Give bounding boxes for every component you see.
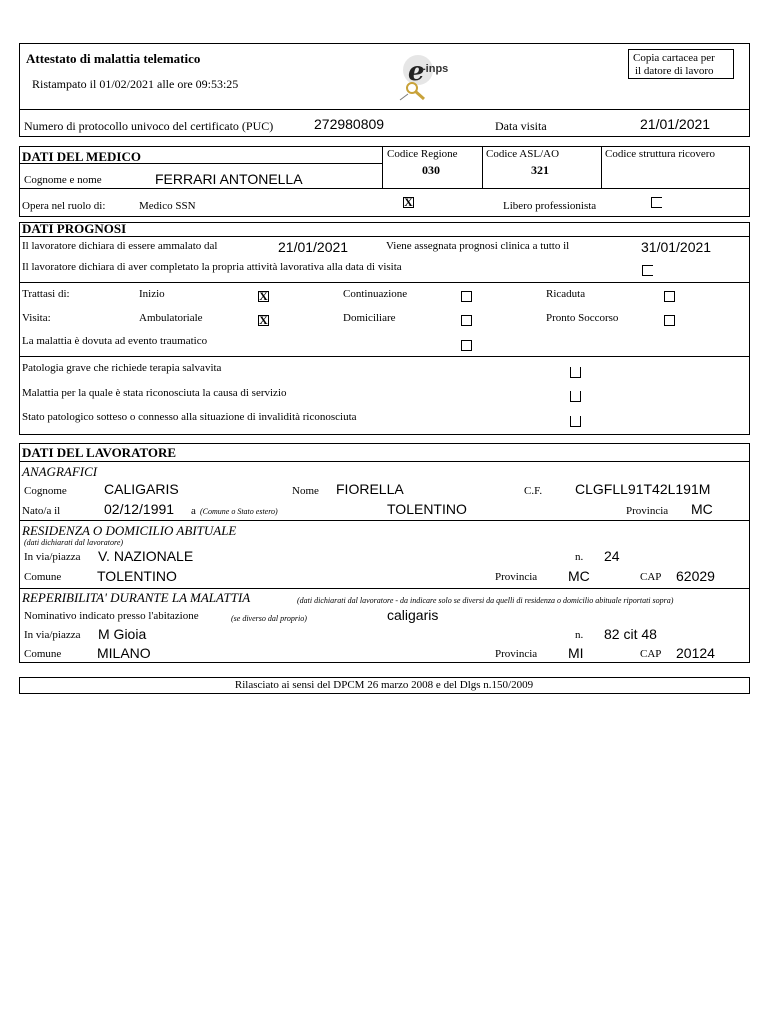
res-cap-value: 62029 bbox=[676, 568, 715, 584]
inps-logo bbox=[388, 50, 460, 102]
res-provincia-label: Provincia bbox=[495, 571, 538, 583]
struttura-label: Codice struttura ricovero bbox=[605, 148, 715, 160]
ricaduta-checkbox[interactable] bbox=[664, 291, 675, 302]
res-via-value: V. NAZIONALE bbox=[98, 548, 194, 564]
inizio-label: Inizio bbox=[139, 288, 165, 300]
medico-section-title: DATI DEL MEDICO bbox=[22, 149, 141, 164]
cognome-label: Cognome bbox=[24, 485, 67, 497]
a-label: a bbox=[191, 505, 196, 517]
svg-text:e: e bbox=[408, 57, 425, 87]
res-comune-value: TOLENTINO bbox=[97, 568, 177, 584]
res-comune-label: Comune bbox=[24, 571, 62, 583]
prognosi-section-title: DATI PROGNOSI bbox=[22, 221, 127, 236]
continuazione-label: Continuazione bbox=[343, 288, 408, 300]
birthplace-value: TOLENTINO bbox=[387, 501, 467, 517]
birth-provincia-value: MC bbox=[691, 501, 713, 517]
medico-row-divider bbox=[19, 188, 750, 189]
nome-value: FIORELLA bbox=[336, 481, 404, 497]
servizio-checkbox[interactable] bbox=[570, 391, 581, 402]
reperibilita-note: (dati dichiarati dal lavoratore - da indicare solo se diversi da quelli di residenza o domicilio abituale riportati sopra) bbox=[297, 596, 674, 605]
rep-comune-value: MILANO bbox=[97, 645, 151, 661]
prognosis-label: Viene assegnata prognosi clinica a tutto il bbox=[386, 240, 570, 252]
res-provincia-value: MC bbox=[568, 568, 590, 584]
asl-value: 321 bbox=[531, 163, 549, 177]
puc-label: Numero di protocollo univoco del certificato (PUC) bbox=[24, 119, 274, 133]
rep-cap-label: CAP bbox=[640, 648, 662, 660]
rep-n-value: 82 cit 48 bbox=[604, 626, 657, 642]
birth-provincia-label: Provincia bbox=[626, 505, 669, 517]
pronto-checkbox[interactable] bbox=[664, 315, 675, 326]
prognosi-divider-1 bbox=[19, 282, 750, 283]
nome-label: Nome bbox=[292, 485, 319, 497]
res-n-label: n. bbox=[575, 551, 584, 563]
region-value: 030 bbox=[422, 163, 440, 177]
document-title: Attestato di malattia telematico bbox=[26, 51, 201, 66]
puc-value: 272980809 bbox=[314, 116, 385, 132]
cf-value: CLGFLL91T42L191M bbox=[575, 481, 711, 497]
visit-date-value: 21/01/2021 bbox=[640, 116, 711, 132]
ambulatoriale-label: Ambulatoriale bbox=[139, 312, 203, 324]
completed-checkbox[interactable] bbox=[642, 265, 653, 276]
lavoratore-section-title: DATI DEL LAVORATORE bbox=[22, 445, 177, 460]
medico-divider-1 bbox=[382, 146, 383, 188]
pronto-label: Pronto Soccorso bbox=[546, 312, 619, 324]
role-libero-checkbox[interactable] bbox=[651, 197, 662, 208]
prognosis-value: 31/01/2021 bbox=[641, 239, 712, 255]
cf-label: C.F. bbox=[524, 485, 543, 497]
res-cap-label: CAP bbox=[640, 571, 662, 583]
completed-label: Il lavoratore dichiara di aver completato la propria attività lavorativa alla data di visita bbox=[22, 261, 402, 273]
cognome-value: CALIGARIS bbox=[104, 481, 179, 497]
svg-text:-inps: -inps bbox=[422, 63, 449, 75]
continuazione-checkbox[interactable] bbox=[461, 291, 472, 302]
role-label: Opera nel ruolo di: bbox=[22, 200, 106, 212]
rep-provincia-label: Provincia bbox=[495, 648, 538, 660]
role-ssn-label: Medico SSN bbox=[139, 200, 196, 212]
patologia-checkbox[interactable] bbox=[570, 367, 581, 378]
declared-from-value: 21/01/2021 bbox=[278, 239, 349, 255]
residenza-title: RESIDENZA O DOMICILIO ABITUALE bbox=[22, 523, 237, 538]
rep-cap-value: 20124 bbox=[676, 645, 715, 661]
medico-divider-2 bbox=[482, 146, 483, 188]
role-ssn-checkbox[interactable]: X bbox=[404, 197, 413, 208]
domiciliare-checkbox[interactable] bbox=[461, 315, 472, 326]
region-label: Codice Regione bbox=[387, 148, 458, 160]
trattasi-label: Trattasi di: bbox=[22, 288, 70, 300]
lavoratore-title-underline bbox=[19, 461, 750, 462]
lavoratore-divider-1 bbox=[19, 520, 750, 521]
nominativo-note: (se diverso dal proprio) bbox=[231, 614, 307, 623]
copy-note-line2: il datore di lavoro bbox=[635, 65, 714, 77]
rep-provincia-value: MI bbox=[568, 645, 584, 661]
doctor-name-label: Cognome e nome bbox=[24, 174, 102, 186]
rep-via-value: M Gioia bbox=[98, 626, 147, 642]
role-libero-label: Libero professionista bbox=[503, 200, 597, 212]
nominativo-value: caligaris bbox=[387, 607, 439, 623]
a-note: (Comune o Stato estero) bbox=[200, 507, 278, 516]
res-n-value: 24 bbox=[604, 548, 620, 564]
anagrafici-title: ANAGRAFICI bbox=[22, 464, 98, 479]
footer-text: Rilasciato ai sensi del DPCM 26 marzo 2008 e del Dlgs n.150/2009 bbox=[234, 679, 534, 691]
invalidita-checkbox[interactable] bbox=[570, 416, 581, 427]
medico-divider-3 bbox=[601, 146, 602, 188]
rep-via-label: In via/piazza bbox=[24, 629, 81, 641]
patologia-label: Patologia grave che richiede terapia salvavita bbox=[22, 362, 222, 374]
declared-from-label: Il lavoratore dichiara di essere ammalato dal bbox=[22, 240, 218, 252]
nato-label: Nato/a il bbox=[22, 505, 61, 517]
visit-date-label: Data visita bbox=[495, 119, 547, 133]
prognosi-divider-2 bbox=[19, 356, 750, 357]
prognosi-title-underline bbox=[19, 236, 750, 237]
trauma-label: La malattia è dovuta ad evento traumatico bbox=[22, 335, 208, 347]
lavoratore-divider-2 bbox=[19, 588, 750, 589]
reprint-timestamp: Ristampato il 01/02/2021 alle ore 09:53:25 bbox=[32, 77, 239, 91]
visita-label: Visita: bbox=[22, 312, 51, 324]
domiciliare-label: Domiciliare bbox=[343, 312, 396, 324]
trauma-checkbox[interactable] bbox=[461, 340, 472, 351]
invalidita-label: Stato patologico sotteso o connesso alla situazione di invalidità riconosciuta bbox=[22, 411, 357, 423]
reperibilita-title: REPERIBILITA' DURANTE LA MALATTIA bbox=[22, 590, 251, 605]
res-via-label: In via/piazza bbox=[24, 551, 81, 563]
rep-comune-label: Comune bbox=[24, 648, 62, 660]
ambulatoriale-checkbox[interactable]: X bbox=[259, 315, 268, 326]
doctor-name-value: FERRARI ANTONELLA bbox=[155, 171, 303, 187]
residenza-note: (dati dichiarati dal lavoratore) bbox=[24, 538, 124, 547]
servizio-label: Malattia per la quale è stata riconosciuta la causa di servizio bbox=[22, 387, 287, 399]
nominativo-label: Nominativo indicato presso l'abitazione bbox=[24, 610, 199, 622]
copy-note-line1: Copia cartacea per bbox=[633, 52, 715, 64]
rep-n-label: n. bbox=[575, 629, 584, 641]
inizio-checkbox[interactable]: X bbox=[259, 291, 268, 302]
ricaduta-label: Ricaduta bbox=[546, 288, 586, 300]
asl-label: Codice ASL/AO bbox=[486, 148, 560, 160]
nato-value: 02/12/1991 bbox=[104, 501, 175, 517]
